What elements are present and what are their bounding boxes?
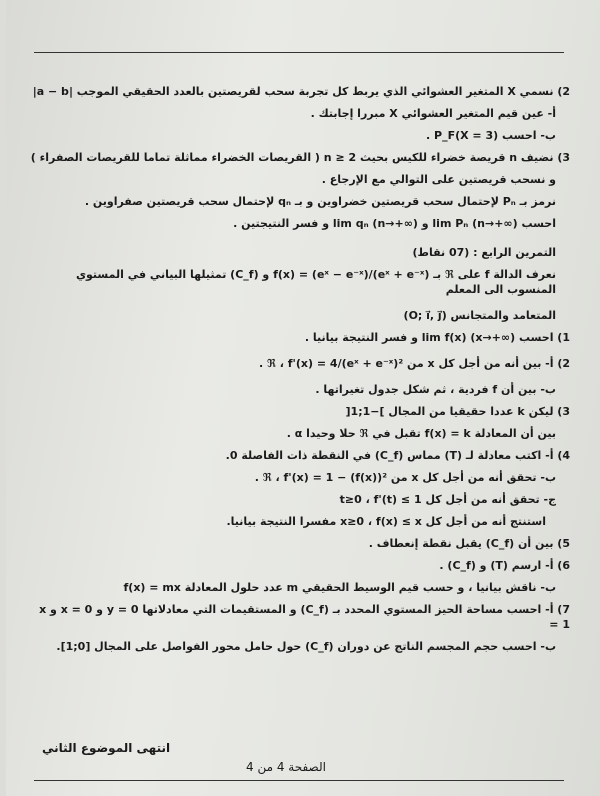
ex4-question-6b: ب- ناقش بيانيا ، و حسب قيم الوسيط الحقيقي m عدد حلول المعادلة f(x) = mx	[123, 581, 556, 594]
exam-body	[28, 84, 570, 661]
bottom-divider	[34, 780, 564, 781]
ex4-question-6a: 6) أ- ارسم (T) و (C_f) .	[439, 559, 570, 572]
ex4-intro-frame: المتعامد والمتجانس (O; i⃗, j⃗)	[403, 309, 556, 322]
ex4-intro: نعرف الدالة f على ℜ بـ f(x) = (eˣ − e⁻ˣ)/(eˣ + e⁻ˣ) و (C_f) تمثيلها البياني في المستوي المنسوب الى المعلم	[75, 268, 556, 296]
page-number: الصفحة 4 من 4	[246, 760, 326, 774]
ex4-question-1: 1) احسب lim f(x) (x→+∞) و فسر النتيجة بيانيا .	[304, 331, 570, 344]
ex4-question-5: 5) بين أن (C_f) يقبل نقطة إنعطاف .	[368, 537, 570, 550]
ex3-question-3-cont: و نسحب قريصتين على التوالي مع الإرجاع .	[321, 173, 556, 186]
ex4-question-3: 3) ليكن k عددا حقيقيا من المجال ]−1;1[	[345, 405, 570, 418]
ex4-question-4d: استنتج أنه من أجل كل x≥0 ، f(x) ≤ x مفسرا النتيجة بيانيا.	[226, 515, 546, 528]
ex3-question-2a: أ- عين قيم المتغير العشوائي X مبررا إجابتك .	[310, 107, 556, 120]
top-divider	[34, 52, 564, 53]
ex3-question-3-notation: نرمز بـ Pₙ لإحتمال سحب قريصتين خضراوين و بـ qₙ لإحتمال سحب قريصتين صفراوين .	[84, 195, 556, 208]
ex3-question-2b: ب- احسب P_F(X = 3) .	[426, 129, 556, 142]
exam-page	[6, 0, 600, 796]
ex3-question-3-limits: احسب lim Pₙ (n→+∞) و lim qₙ (n→+∞) و فسر النتيجتين .	[233, 217, 556, 230]
ex4-question-3b: بين أن المعادلة f(x) = k تقبل في ℜ حلا وحيدا α .	[286, 427, 556, 440]
end-note: انتهى الموضوع الثاني	[42, 741, 171, 755]
ex4-question-2a: 2) أ- بين أنه من أجل كل x من ℜ ، f'(x) = 4/(eˣ + e⁻ˣ)² .	[258, 357, 570, 370]
ex4-question-7b: ب- احسب حجم المجسم الناتج عن دوران (C_f) حول حامل محور الفواصل على المجال [0;1].	[56, 640, 556, 653]
ex4-question-2b: ب- بين أن f فردية ، ثم شكل جدول تغيراتها .	[315, 383, 556, 396]
ex4-question-4b: ب- تحقق أنه من أجل كل x من ℜ ، f'(x) = 1 − (f(x))² .	[254, 471, 556, 484]
ex4-question-4a: 4) أ- اكتب معادلة لـ (T) مماس (C_f) في النقطة ذات الفاصلة 0.	[225, 449, 570, 462]
ex4-question-4c: ج- تحقق أنه من أجل كل t≥0 ، f'(t) ≤ 1	[339, 493, 556, 506]
ex3-question-2: 2) نسمي X المتغير العشوائي الذي يربط كل تجربة سحب لقريصتين بالعدد الحقيقي الموجب |a − b|	[32, 85, 570, 98]
ex4-title: التمرين الرابع : (07 نقاط)	[412, 246, 556, 259]
ex4-question-7a: 7) أ- احسب مساحة الحيز المستوي المحدد بـ (C_f) و المستقيمات التي معادلاتها y = 0 و x = 0 و x = 1	[39, 603, 570, 631]
ex3-question-3: 3) نضيف n قريصة خضراء للكيس بحيث n ≥ 2 ( القريصات الخضراء مماثلة تماما للقريصات الصفراء )	[30, 151, 570, 164]
